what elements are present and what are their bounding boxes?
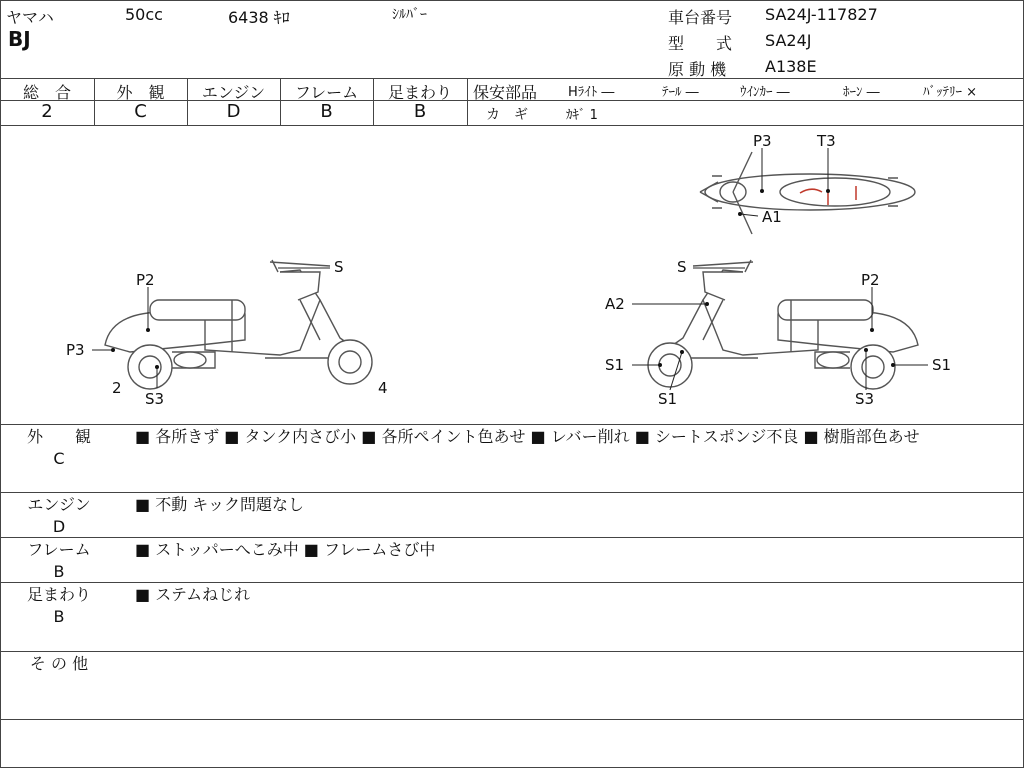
grade-value-engine: D bbox=[226, 101, 241, 122]
section-engine-grade: D bbox=[52, 517, 66, 536]
label-top-a1: A1 bbox=[762, 208, 782, 226]
type-value: SA24J bbox=[765, 31, 812, 50]
section-exterior-text: ■ 各所きず ■ タンク内さび小 ■ 各所ペイント色あせ ■ レバー削れ ■ シートスポンジ不良 ■ 樹脂部色あせ bbox=[135, 427, 920, 446]
divider bbox=[467, 100, 1024, 101]
divider bbox=[0, 424, 1024, 425]
label-right-a2: A2 bbox=[605, 295, 625, 313]
grade-label-suspension: 足まわり bbox=[387, 83, 452, 102]
section-engine-text: ■ 不動 キック問題なし bbox=[135, 495, 304, 514]
parts-battery: ﾊﾞｯﾃﾘｰ × bbox=[923, 85, 978, 100]
divider bbox=[467, 78, 468, 125]
section-suspension-grade: B bbox=[53, 607, 65, 626]
divider bbox=[0, 537, 1024, 538]
divider bbox=[0, 719, 1024, 720]
divider bbox=[0, 651, 1024, 652]
key-value: ｶｷﾞ 1 bbox=[566, 108, 598, 123]
section-frame-text: ■ ストッパーへこみ中 ■ フレームさび中 bbox=[135, 540, 436, 559]
grade-label-overall: 総 合 bbox=[22, 83, 71, 102]
frame-no: SA24J-117827 bbox=[765, 5, 878, 24]
engine-label: 原 動 機 bbox=[668, 60, 727, 79]
section-exterior-label: 外 観 bbox=[26, 427, 91, 446]
grade-value-overall: 2 bbox=[41, 101, 53, 122]
maker: ヤマハ bbox=[6, 8, 54, 27]
section-frame-grade: B bbox=[53, 562, 65, 581]
displacement: 50cc bbox=[125, 5, 163, 24]
grade-label-engine: エンジン bbox=[201, 83, 266, 102]
grade-value-suspension: B bbox=[413, 101, 427, 122]
label-left-s: S bbox=[334, 258, 344, 276]
type-label: 型 式 bbox=[668, 34, 733, 53]
label-right-s3: S3 bbox=[855, 390, 875, 408]
parts-headlight: Hﾗｲﾄ ― bbox=[568, 85, 615, 100]
divider bbox=[0, 78, 1024, 79]
scooter-top-view bbox=[700, 152, 915, 234]
grade-label-exterior: 外 観 bbox=[116, 83, 165, 102]
frame-no-label: 車台番号 bbox=[668, 8, 733, 27]
label-right-s1-a: S1 bbox=[605, 356, 625, 374]
label-right-s1-c: S1 bbox=[932, 356, 952, 374]
label-right-s: S bbox=[677, 258, 687, 276]
parts-winker: ｳｲﾝｶｰ ― bbox=[740, 85, 790, 100]
section-suspension-label: 足まわり bbox=[26, 585, 91, 604]
section-other-label: そ の 他 bbox=[29, 654, 89, 673]
section-frame-label: フレーム bbox=[27, 540, 91, 559]
parts-horn: ﾎｰﾝ ― bbox=[843, 85, 880, 100]
color: ｼﾙﾊﾞｰ bbox=[392, 7, 427, 23]
model-name: BJ bbox=[8, 27, 31, 51]
label-left-p3: P3 bbox=[66, 341, 85, 359]
divider bbox=[0, 582, 1024, 583]
parts-tail: ﾃｰﾙ ― bbox=[662, 85, 699, 100]
label-top-t3: T3 bbox=[817, 132, 836, 150]
label-right-s1-b: S1 bbox=[658, 390, 678, 408]
label-left-s3: S3 bbox=[145, 390, 165, 408]
grade-label-frame: フレーム bbox=[294, 83, 359, 102]
parts-title: 保安部品 bbox=[473, 83, 538, 102]
mileage: 6438 ｷﾛ bbox=[228, 8, 290, 27]
section-engine-label: エンジン bbox=[27, 495, 91, 514]
label-left-p2: P2 bbox=[136, 271, 155, 289]
grade-value-exterior: C bbox=[134, 101, 147, 122]
divider bbox=[0, 492, 1024, 493]
section-exterior-grade: C bbox=[53, 449, 65, 468]
label-left-2: 2 bbox=[112, 379, 122, 397]
label-right-p2: P2 bbox=[861, 271, 880, 289]
engine-value: A138E bbox=[765, 57, 817, 76]
section-suspension-text: ■ ステムねじれ bbox=[135, 585, 251, 604]
label-left-4: 4 bbox=[378, 379, 388, 397]
label-top-p3: P3 bbox=[753, 132, 772, 150]
scooter-diagram bbox=[0, 125, 1024, 425]
grade-value-frame: B bbox=[320, 101, 333, 122]
key-label: カ ギ bbox=[486, 107, 528, 123]
